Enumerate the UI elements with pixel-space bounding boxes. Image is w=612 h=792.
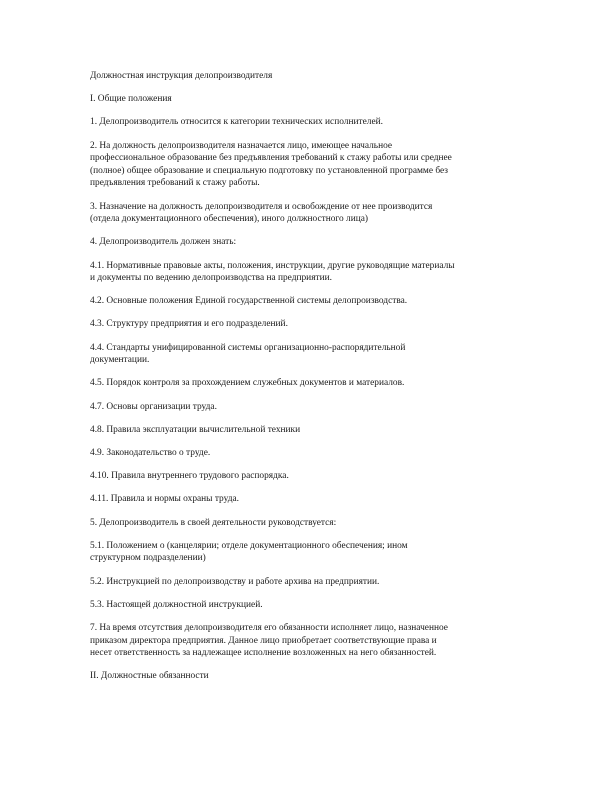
document-title: Должностная инструкция делопроизводителя: [90, 71, 273, 81]
paragraph-5-1: 5.1. Положением о (канцелярии; отделе документационного обеспечения; ином структурном подразделении): [90, 540, 408, 564]
paragraph-5-3: 5.3. Настоящей должностной инструкцией.: [90, 599, 263, 610]
paragraph-4-2: 4.2. Основные положения Единой государственной системы делопроизводства.: [90, 296, 408, 307]
paragraph-4-11: 4.11. Правила и нормы охраны труда.: [90, 494, 239, 505]
paragraph-5-2: 5.2. Инструкцией по делопроизводству и работе архива на предприятии.: [90, 576, 380, 587]
paragraph-4-9: 4.9. Законодательство о труде.: [90, 448, 211, 458]
paragraph-5: 5. Делопроизводитель в своей деятельности руководствуется:: [90, 517, 337, 528]
paragraph-4-10: 4.10. Правила внутреннего трудового распорядка.: [90, 471, 289, 482]
paragraph-4-7: 4.7. Основы организации труда.: [90, 401, 217, 412]
paragraph-4-4: 4.4. Стандарты унифицированной системы организационно-распорядительной документации.: [90, 342, 406, 366]
paragraph-4-1: 4.1. Нормативные правовые акты, положения, инструкции, другие руководящие материалы и документы по ведению делопроизводства на предприятии.: [90, 260, 455, 284]
paragraph-4-3: 4.3. Структуру предприятия и его подразделений.: [90, 319, 288, 330]
paragraph-4-8: 4.8. Правила эксплуатации вычислительной техники: [90, 424, 301, 435]
paragraph-1: 1. Делопроизводитель относится к категории технических исполнителей.: [90, 117, 383, 128]
paragraph-4-5: 4.5. Порядок контроля за прохождением служебных документов и материалов.: [90, 378, 405, 389]
paragraph-2: 2. На должность делопроизводителя назначается лицо, имеющее начальное профессиональное образование без предъявления требований к стажу работы или среднее (полное) общее образование и специальную подготовку по установленной программе без предъявления требований к стажу работы.: [90, 140, 452, 189]
section-heading-general: I. Общие положения: [90, 94, 172, 105]
paragraph-3: 3. Назначение на должность делопроизводителя и освобождение от нее производится (отдела документационного обеспечения), иного должностного лица): [90, 201, 433, 225]
section-heading-duties: II. Должностные обязанности: [90, 671, 209, 682]
paragraph-4: 4. Делопроизводитель должен знать:: [90, 237, 237, 248]
paragraph-7: 7. На время отсутствия делопроизводителя его обязанности исполняет лицо, назначенное приказом директора предприятия. Данное лицо приобретает соответствующие права и несет ответственность за надлежащее исполнение возложенных на него обязанностей.: [90, 622, 448, 659]
